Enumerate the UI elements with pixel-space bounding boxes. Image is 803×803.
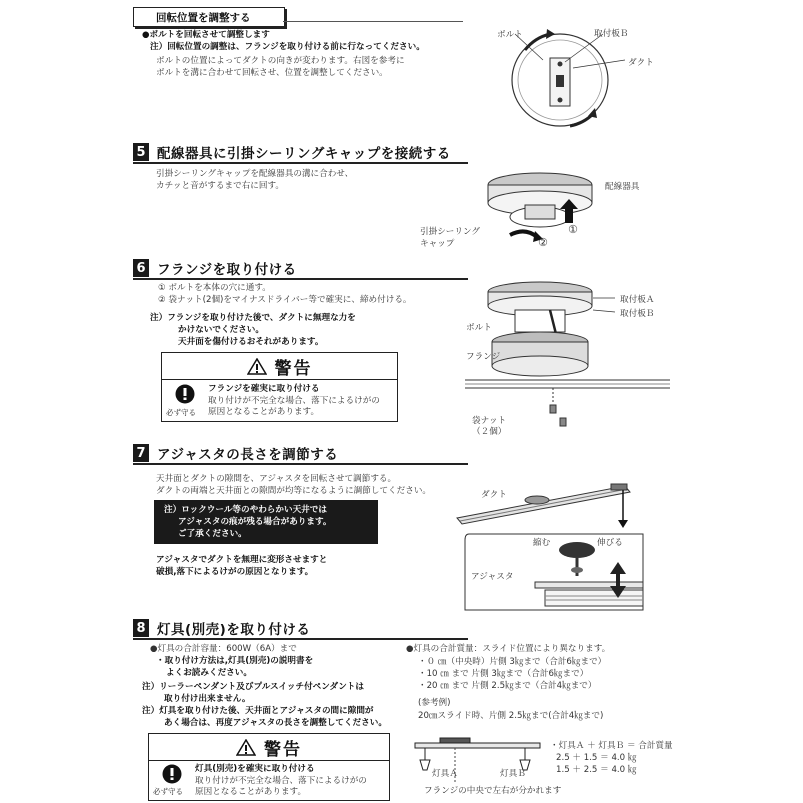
sec7-note-box <box>154 500 378 544</box>
warning-triangle-icon <box>236 739 256 756</box>
sec8-weight-0: ・０ ㎝（中央時）片側 3㎏まで（合計6㎏まで） <box>418 657 607 667</box>
section-7-header <box>133 443 338 463</box>
sec6-note-3: 天井面を傷付けるおそれがあります。 <box>178 337 324 347</box>
label-step-2: ② <box>538 236 548 249</box>
section-6-header <box>133 258 297 278</box>
sec7-note-3: ご了承ください。 <box>178 529 247 539</box>
top-body-2: ボルトを溝に合わせて回転させ、位置を調整してください。 <box>156 68 388 78</box>
label-shrink: 縮む <box>533 538 551 548</box>
label-step-1: ① <box>568 223 578 236</box>
sec8-note-2a: 注）灯具を取り付けた後、天井面とアジャスタの間に隙間が <box>142 706 374 716</box>
section-6-rule <box>133 278 468 280</box>
label-nut-2: （２個） <box>472 427 507 437</box>
sec8-read-1: ・取り付け方法は,灯具(別売)の説明書を <box>156 656 314 666</box>
section-6-number: 6 <box>133 259 149 277</box>
label-nut-1: 袋ナット <box>472 416 507 426</box>
label-plate-b-top: 取付板Ｂ <box>594 29 629 39</box>
sec5-body-1: 引掛シーリングキャップを配線器具の溝に合わせ、 <box>156 169 354 179</box>
sec8-warning-line-1: 取り付けが不完全な場合、落下によるけがの <box>195 776 367 786</box>
sec8-must-label: 必ず守る <box>153 787 183 796</box>
sec7-note-1: 注）ロックウール等のやわらかい天井では <box>164 505 327 515</box>
sec6-warning-bold: フランジを確実に取り付ける <box>208 384 320 394</box>
sec8-weight-2: ・20 ㎝ まで 片側 2.5㎏まで（合計4㎏まで） <box>418 681 597 691</box>
sec8-warning-header <box>149 734 389 761</box>
sec6-warning-line-2: 原因となることがあります。 <box>208 407 320 417</box>
sec8-calc-2: 1.5 ＋ 2.5 ＝ 4.0 ㎏ <box>556 765 637 775</box>
sec6-warning-box <box>161 352 398 422</box>
label-lamp-a: 灯具Ａ <box>432 769 458 779</box>
section-7-number: 7 <box>133 444 149 462</box>
must-follow-icon <box>175 384 195 404</box>
sec7-warn-2: 破損,落下によるけがの原因となります。 <box>156 567 314 577</box>
sec6-warning-line-1: 取り付けが不完全な場合、落下によるけがの <box>208 396 380 406</box>
sec8-warning-box <box>148 733 390 801</box>
sec8-note-1a: 注）リーラーペンダント及びプルスイッチ付ペンダントは <box>142 682 364 692</box>
sec8-ref-title: (参考例) <box>418 698 451 708</box>
sec8-capacity: ●灯具の合計容量：600W（6A）まで <box>150 644 297 654</box>
sec6-warning-title: 警告 <box>274 358 313 379</box>
label-plate-a: 取付板Ａ <box>620 295 655 305</box>
section-7-title: アジャスタの長さを調節する <box>157 447 339 463</box>
section-8-title: 灯具(別売)を取り付ける <box>157 622 311 638</box>
sec8-warning-line-2: 原因となることがあります。 <box>195 787 307 797</box>
section-8-number: 8 <box>133 619 149 637</box>
sec6-note-2: かけないでください。 <box>178 325 264 335</box>
warning-triangle-icon <box>247 358 267 375</box>
label-bolt-top: ボルト <box>497 30 523 40</box>
section-5-number: 5 <box>133 143 149 161</box>
sec8-note-2b: あく場合は、再度アジャスタの長さを調整してください。 <box>164 718 387 728</box>
label-lamp-b: 灯具Ｂ <box>500 769 526 779</box>
sec8-calc-1: 2.5 ＋ 1.5 ＝ 4.0 ㎏ <box>556 753 637 763</box>
sec8-weight-title: ●灯具の合計質量：スライド位置により異なります。 <box>406 644 611 654</box>
section-5-title: 配線器具に引掛シーリングキャップを接続する <box>157 146 451 162</box>
lamp-load-diagram <box>410 732 550 792</box>
label-adjuster: アジャスタ <box>471 572 514 582</box>
top-section-title-box <box>133 7 285 27</box>
sec6-note-1: 注）フランジを取り付けた後で、ダクトに無理な力を <box>150 313 356 323</box>
top-section-rule <box>283 21 463 22</box>
sec7-body-1: 天井面とダクトの隙間を、アジャスタを回転させて調節する。 <box>156 474 397 484</box>
sec6-step-2: ② 袋ナット(2個)をマイナスドライバー等で確実に、締め付ける。 <box>158 295 412 305</box>
must-follow-icon <box>162 764 182 784</box>
sec7-body-2: ダクトの両端と天井面との隙間が均等になるように調節してください。 <box>156 486 432 496</box>
section-7-rule <box>133 463 468 465</box>
sec8-calc-0: ・灯具Ａ ＋ 灯具Ｂ ＝ 合計質量 <box>550 741 673 751</box>
sec8-warning-bold: 灯具(別売)を確実に取り付ける <box>195 764 315 774</box>
section-5-header <box>133 142 451 162</box>
sec6-warning-header <box>162 353 397 380</box>
section-5-rule <box>133 162 468 164</box>
top-note: 注）回転位置の調整は、フランジを取り付ける前に行なってください。 <box>150 42 425 52</box>
section-8-rule <box>133 638 468 640</box>
label-extend: 伸びる <box>597 538 623 548</box>
label-cap-1: 引掛シーリング <box>420 227 480 237</box>
top-section-title: 回転位置を調整する <box>156 12 251 24</box>
label-duct-top: ダクト <box>628 58 654 68</box>
label-bolt: ボルト <box>466 323 492 333</box>
sec7-warn-1: アジャスタでダクトを無理に変形させますと <box>156 555 328 565</box>
sec6-step-1: ① ボルトを本体の穴に通す。 <box>158 283 271 293</box>
top-body-1: ボルトの位置によってダクトの向きが変わります。右図を参考に <box>156 56 405 66</box>
top-bullet: ●ボルトを回転させて調整します <box>142 30 270 40</box>
section-8-header <box>133 618 310 638</box>
label-flange: フランジ <box>466 352 501 362</box>
sec6-must-label: 必ず守る <box>166 408 196 417</box>
sec8-weight-1: ・10 ㎝ まで 片側 3㎏まで（合計6㎏まで） <box>418 669 589 679</box>
sec5-body-2: カチッと音がするまで右に回す。 <box>156 181 284 191</box>
label-plate-b: 取付板Ｂ <box>620 309 655 319</box>
sec8-note-1b: 取り付け出来ません。 <box>164 694 251 704</box>
sec8-read-2: よくお読みください。 <box>166 668 252 678</box>
label-device: 配線器具 <box>605 182 640 192</box>
sec7-note-2: アジャスタの痕が残る場合があります。 <box>178 517 332 527</box>
label-duct-sec7: ダクト <box>481 490 507 500</box>
sec8-ref-body: 20㎝スライド時、片側 2.5㎏まで(合計4㎏まで) <box>418 711 604 721</box>
label-cap-2: キャップ <box>420 239 455 249</box>
sec8-diff: フランジの中央で左右が分かれます <box>424 786 562 796</box>
section-6-title: フランジを取り付ける <box>157 262 297 278</box>
sec8-warning-title: 警告 <box>264 739 302 760</box>
